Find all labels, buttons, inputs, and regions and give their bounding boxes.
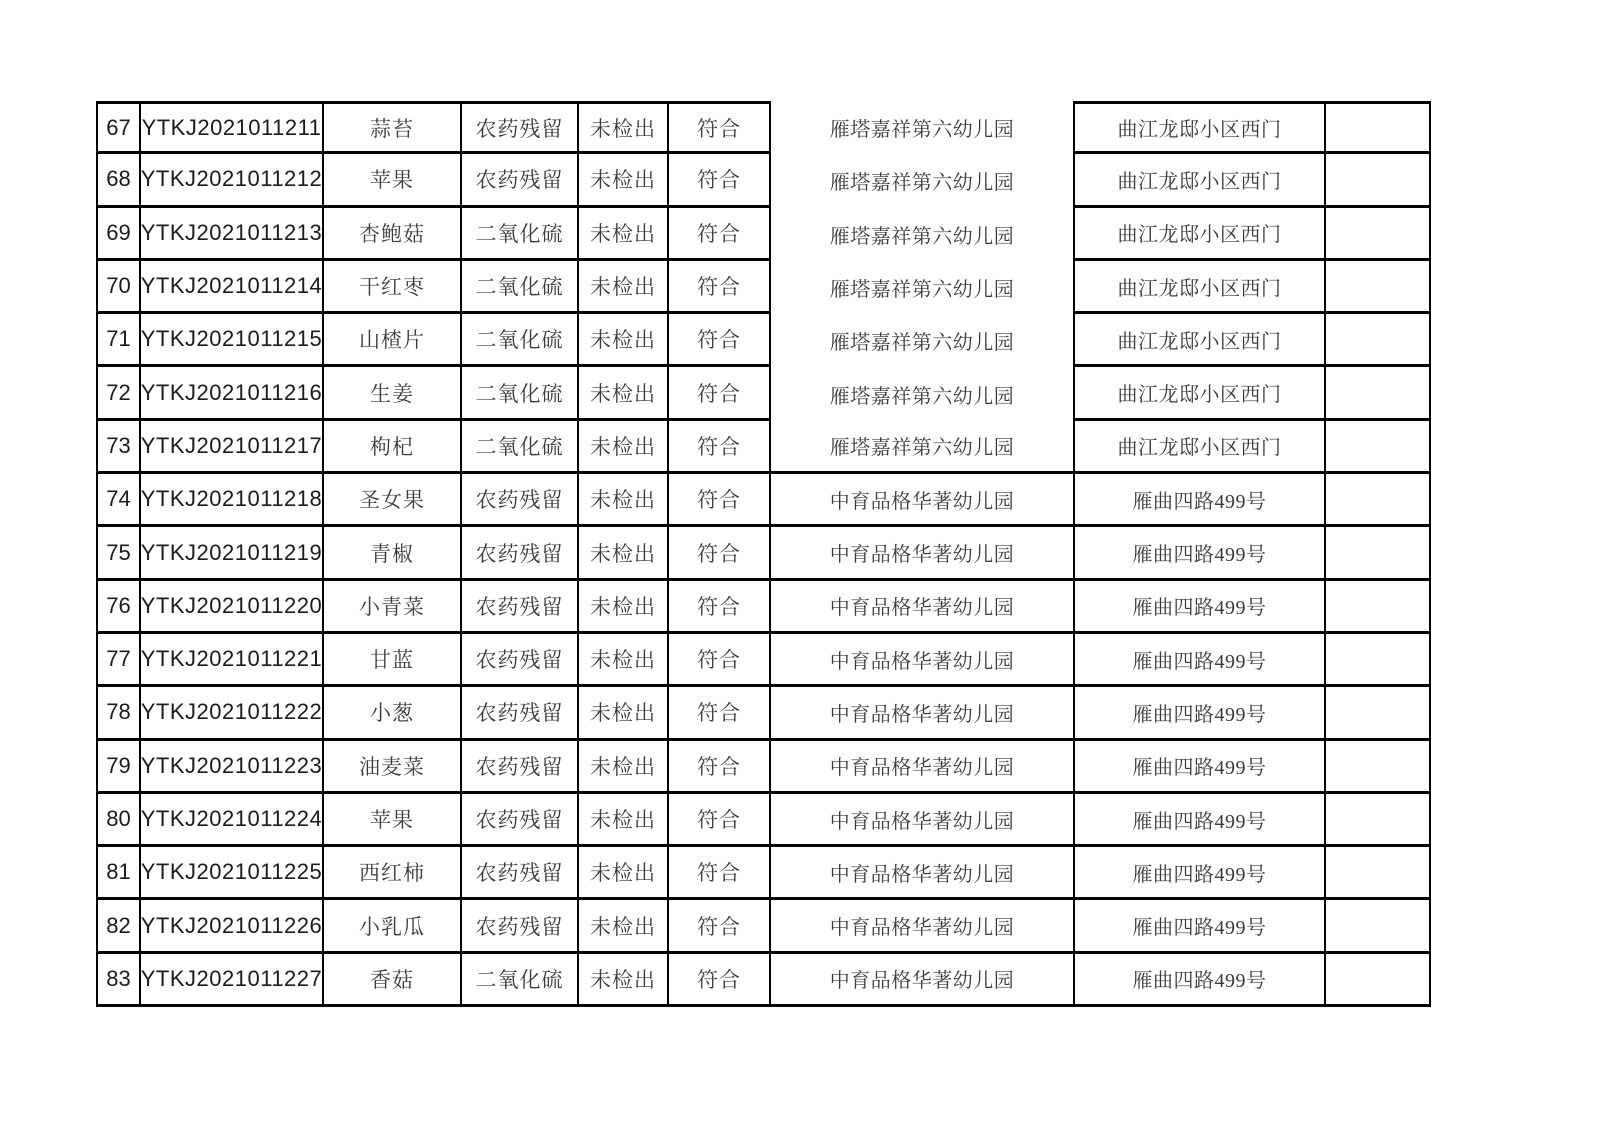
cell-remark: [1326, 261, 1431, 314]
cell-test-item: 农药残留: [462, 794, 579, 847]
cell-sampled-organization: 中育品格华著幼儿园: [771, 474, 1075, 527]
cell-sampling-address: 曲江龙邸小区西门: [1075, 154, 1326, 207]
cell-sample-name: 枸杞: [324, 421, 462, 474]
cell-sampling-address: 曲江龙邸小区西门: [1075, 367, 1326, 420]
cell-remark: [1326, 741, 1431, 794]
cell-row-index: 68: [96, 154, 141, 207]
cell-sample-name: 苹果: [324, 154, 462, 207]
cell-sample-id: YTKJ2021011224: [141, 794, 324, 847]
cell-sampled-organization: 雁塔嘉祥第六幼儿园: [771, 208, 1075, 261]
cell-sample-name: 甘蓝: [324, 634, 462, 687]
cell-row-index: 71: [96, 314, 141, 367]
cell-remark: [1326, 208, 1431, 261]
cell-test-result: 未检出: [579, 900, 669, 953]
cell-test-item: 农药残留: [462, 634, 579, 687]
cell-remark: [1326, 794, 1431, 847]
cell-conclusion: 符合: [669, 474, 771, 527]
cell-sampled-organization: 雁塔嘉祥第六幼儿园: [771, 314, 1075, 367]
cell-sampling-address: 雁曲四路499号: [1075, 900, 1326, 953]
cell-row-index: 72: [96, 367, 141, 420]
cell-sampled-organization: 中育品格华著幼儿园: [771, 741, 1075, 794]
cell-sample-id: YTKJ2021011215: [141, 314, 324, 367]
cell-remark: [1326, 421, 1431, 474]
cell-test-item: 农药残留: [462, 101, 579, 154]
cell-row-index: 79: [96, 741, 141, 794]
cell-sample-name: 苹果: [324, 794, 462, 847]
cell-remark: [1326, 954, 1431, 1007]
cell-sampling-address: 雁曲四路499号: [1075, 634, 1326, 687]
cell-test-item: 农药残留: [462, 581, 579, 634]
cell-test-result: 未检出: [579, 581, 669, 634]
cell-test-result: 未检出: [579, 208, 669, 261]
cell-row-index: 77: [96, 634, 141, 687]
cell-sample-name: 小青菜: [324, 581, 462, 634]
cell-sampled-organization: 雁塔嘉祥第六幼儿园: [771, 101, 1075, 154]
cell-sample-id: YTKJ2021011219: [141, 527, 324, 580]
cell-test-result: 未检出: [579, 154, 669, 207]
cell-sample-id: YTKJ2021011218: [141, 474, 324, 527]
cell-sample-name: 小葱: [324, 687, 462, 740]
cell-sampled-organization: 中育品格华著幼儿园: [771, 794, 1075, 847]
cell-sample-id: YTKJ2021011217: [141, 421, 324, 474]
cell-test-item: 农药残留: [462, 741, 579, 794]
cell-sampling-address: 雁曲四路499号: [1075, 474, 1326, 527]
cell-remark: [1326, 527, 1431, 580]
cell-sample-id: YTKJ2021011216: [141, 367, 324, 420]
cell-row-index: 75: [96, 527, 141, 580]
cell-sample-id: YTKJ2021011227: [141, 954, 324, 1007]
cell-test-result: 未检出: [579, 847, 669, 900]
cell-remark: [1326, 154, 1431, 207]
cell-sample-id: YTKJ2021011226: [141, 900, 324, 953]
cell-sample-name: 蒜苔: [324, 101, 462, 154]
cell-conclusion: 符合: [669, 741, 771, 794]
cell-sampled-organization: 雁塔嘉祥第六幼儿园: [771, 154, 1075, 207]
cell-row-index: 73: [96, 421, 141, 474]
cell-test-item: 农药残留: [462, 474, 579, 527]
cell-conclusion: 符合: [669, 687, 771, 740]
cell-sample-id: YTKJ2021011212: [141, 154, 324, 207]
cell-conclusion: 符合: [669, 154, 771, 207]
cell-test-result: 未检出: [579, 314, 669, 367]
cell-conclusion: 符合: [669, 314, 771, 367]
cell-conclusion: 符合: [669, 634, 771, 687]
cell-test-item: 农药残留: [462, 847, 579, 900]
cell-row-index: 69: [96, 208, 141, 261]
cell-remark: [1326, 581, 1431, 634]
cell-test-result: 未检出: [579, 687, 669, 740]
cell-test-item: 二氧化硫: [462, 421, 579, 474]
cell-test-item: 二氧化硫: [462, 954, 579, 1007]
cell-sampling-address: 雁曲四路499号: [1075, 847, 1326, 900]
cell-test-result: 未检出: [579, 421, 669, 474]
cell-sampling-address: 雁曲四路499号: [1075, 687, 1326, 740]
cell-sampling-address: 曲江龙邸小区西门: [1075, 101, 1326, 154]
cell-sample-id: YTKJ2021011220: [141, 581, 324, 634]
cell-test-item: 农药残留: [462, 154, 579, 207]
cell-row-index: 83: [96, 954, 141, 1007]
cell-test-result: 未检出: [579, 527, 669, 580]
cell-conclusion: 符合: [669, 208, 771, 261]
cell-sampling-address: 雁曲四路499号: [1075, 581, 1326, 634]
cell-sampled-organization: 雁塔嘉祥第六幼儿园: [771, 421, 1075, 474]
cell-test-result: 未检出: [579, 367, 669, 420]
cell-row-index: 78: [96, 687, 141, 740]
cell-sampled-organization: 雁塔嘉祥第六幼儿园: [771, 367, 1075, 420]
cell-conclusion: 符合: [669, 367, 771, 420]
cell-sample-id: YTKJ2021011211: [141, 101, 324, 154]
cell-test-item: 二氧化硫: [462, 367, 579, 420]
cell-row-index: 82: [96, 900, 141, 953]
cell-sample-name: 干红枣: [324, 261, 462, 314]
cell-row-index: 74: [96, 474, 141, 527]
cell-sample-name: 青椒: [324, 527, 462, 580]
cell-test-item: 农药残留: [462, 687, 579, 740]
cell-conclusion: 符合: [669, 900, 771, 953]
cell-conclusion: 符合: [669, 421, 771, 474]
sampling-results-table: [96, 101, 1431, 1007]
cell-sample-name: 香菇: [324, 954, 462, 1007]
cell-sample-name: 生姜: [324, 367, 462, 420]
cell-sampling-address: 雁曲四路499号: [1075, 741, 1326, 794]
cell-sampled-organization: 中育品格华著幼儿园: [771, 581, 1075, 634]
cell-remark: [1326, 367, 1431, 420]
cell-row-index: 81: [96, 847, 141, 900]
cell-test-result: 未检出: [579, 101, 669, 154]
cell-test-result: 未检出: [579, 794, 669, 847]
cell-sampled-organization: 中育品格华著幼儿园: [771, 634, 1075, 687]
cell-row-index: 76: [96, 581, 141, 634]
cell-sample-name: 小乳瓜: [324, 900, 462, 953]
cell-remark: [1326, 847, 1431, 900]
cell-sample-name: 油麦菜: [324, 741, 462, 794]
cell-conclusion: 符合: [669, 954, 771, 1007]
cell-test-result: 未检出: [579, 261, 669, 314]
cell-sampled-organization: 中育品格华著幼儿园: [771, 527, 1075, 580]
cell-test-item: 二氧化硫: [462, 261, 579, 314]
cell-sampled-organization: 中育品格华著幼儿园: [771, 900, 1075, 953]
cell-sampling-address: 曲江龙邸小区西门: [1075, 421, 1326, 474]
cell-sample-id: YTKJ2021011223: [141, 741, 324, 794]
cell-sample-id: YTKJ2021011225: [141, 847, 324, 900]
cell-sampling-address: 曲江龙邸小区西门: [1075, 208, 1326, 261]
cell-row-index: 70: [96, 261, 141, 314]
cell-sampling-address: 曲江龙邸小区西门: [1075, 314, 1326, 367]
cell-remark: [1326, 314, 1431, 367]
cell-sampling-address: 雁曲四路499号: [1075, 954, 1326, 1007]
cell-sampling-address: 雁曲四路499号: [1075, 794, 1326, 847]
cell-test-result: 未检出: [579, 741, 669, 794]
cell-conclusion: 符合: [669, 847, 771, 900]
cell-sample-name: 圣女果: [324, 474, 462, 527]
cell-sample-id: YTKJ2021011222: [141, 687, 324, 740]
cell-remark: [1326, 101, 1431, 154]
cell-sample-id: YTKJ2021011214: [141, 261, 324, 314]
cell-remark: [1326, 687, 1431, 740]
cell-sampled-organization: 中育品格华著幼儿园: [771, 847, 1075, 900]
cell-conclusion: 符合: [669, 794, 771, 847]
cell-remark: [1326, 900, 1431, 953]
cell-remark: [1326, 474, 1431, 527]
cell-remark: [1326, 634, 1431, 687]
cell-test-item: 二氧化硫: [462, 208, 579, 261]
cell-row-index: 80: [96, 794, 141, 847]
cell-sampled-organization: 中育品格华著幼儿园: [771, 954, 1075, 1007]
cell-test-result: 未检出: [579, 954, 669, 1007]
cell-test-result: 未检出: [579, 634, 669, 687]
cell-row-index: 67: [96, 101, 141, 154]
cell-sample-name: 山楂片: [324, 314, 462, 367]
cell-test-item: 农药残留: [462, 527, 579, 580]
cell-sampled-organization: 雁塔嘉祥第六幼儿园: [771, 261, 1075, 314]
cell-conclusion: 符合: [669, 101, 771, 154]
cell-sampled-organization: 中育品格华著幼儿园: [771, 687, 1075, 740]
cell-test-item: 二氧化硫: [462, 314, 579, 367]
cell-sample-name: 杏鲍菇: [324, 208, 462, 261]
cell-test-item: 农药残留: [462, 900, 579, 953]
cell-sampling-address: 曲江龙邸小区西门: [1075, 261, 1326, 314]
cell-test-result: 未检出: [579, 474, 669, 527]
cell-conclusion: 符合: [669, 581, 771, 634]
cell-conclusion: 符合: [669, 527, 771, 580]
cell-sample-id: YTKJ2021011221: [141, 634, 324, 687]
cell-sample-name: 西红柿: [324, 847, 462, 900]
cell-conclusion: 符合: [669, 261, 771, 314]
cell-sample-id: YTKJ2021011213: [141, 208, 324, 261]
cell-sampling-address: 雁曲四路499号: [1075, 527, 1326, 580]
